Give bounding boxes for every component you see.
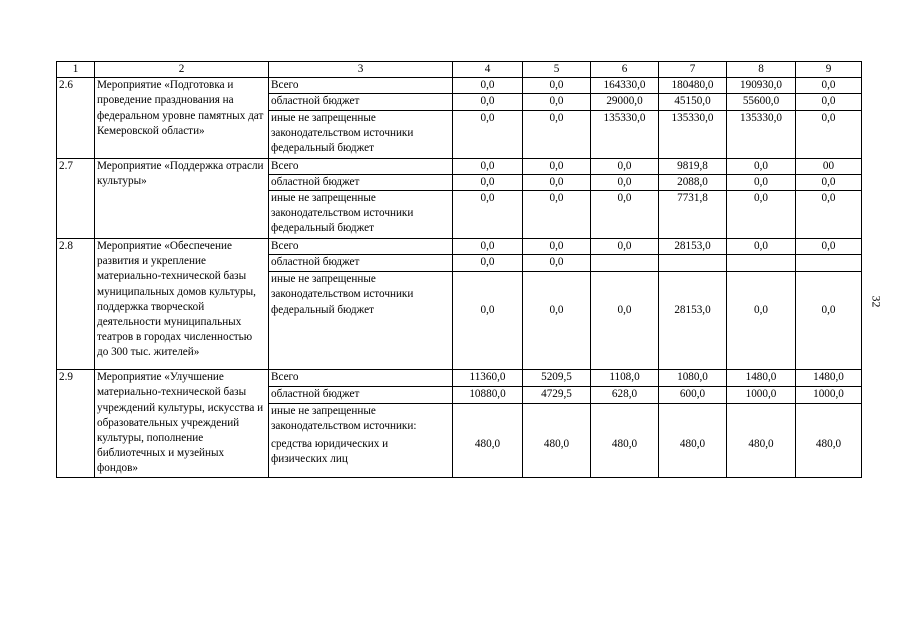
header-cell: 3 <box>269 62 453 78</box>
value-cell: 0,0 <box>453 239 523 255</box>
value-cell: 600,0 <box>659 387 727 404</box>
value-cell: 0,0 <box>796 239 862 255</box>
value-cell: 0,0 <box>591 158 659 174</box>
value-cell: 0,0 <box>523 174 591 190</box>
value-cell: 0,0 <box>796 191 862 239</box>
value-cell: 1108,0 <box>591 370 659 387</box>
value-cell: 5209,5 <box>523 370 591 387</box>
value-cell: 1480,0 <box>727 370 796 387</box>
value-cell <box>591 404 659 438</box>
source-label: иные не запрещенные законодательством источники федеральный бюджет <box>269 191 453 239</box>
value-cell: 135330,0 <box>727 110 796 158</box>
value-cell: 0,0 <box>727 239 796 255</box>
value-cell: 628,0 <box>591 387 659 404</box>
value-cell: 0,0 <box>453 191 523 239</box>
value-cell: 480,0 <box>659 437 727 477</box>
source-label: иные не запрещенные законодательством источники федеральный бюджет <box>269 110 453 158</box>
value-cell: 29000,0 <box>591 94 659 110</box>
value-cell: 45150,0 <box>659 94 727 110</box>
value-cell: 1080,0 <box>659 370 727 387</box>
budget-table <box>56 61 862 478</box>
value-cell <box>796 255 862 272</box>
table-row <box>57 239 862 255</box>
value-cell: 0,0 <box>523 191 591 239</box>
value-cell <box>727 255 796 272</box>
value-cell: 0,0 <box>727 174 796 190</box>
value-cell: 1000,0 <box>727 387 796 404</box>
value-cell: 135330,0 <box>659 110 727 158</box>
value-cell: 10880,0 <box>453 387 523 404</box>
value-cell: 0,0 <box>796 272 862 370</box>
value-cell: 180480,0 <box>659 78 727 94</box>
value-cell: 190930,0 <box>727 78 796 94</box>
value-cell: 0,0 <box>453 272 523 370</box>
value-cell <box>453 404 523 438</box>
value-cell: 0,0 <box>523 255 591 272</box>
item-number: 2.8 <box>57 239 95 370</box>
value-cell: 1480,0 <box>796 370 862 387</box>
value-cell: 2088,0 <box>659 174 727 190</box>
value-cell: 0,0 <box>523 78 591 94</box>
value-cell: 0,0 <box>523 239 591 255</box>
value-cell: 0,0 <box>796 78 862 94</box>
header-cell: 2 <box>95 62 269 78</box>
value-cell: 480,0 <box>727 437 796 477</box>
value-cell <box>659 255 727 272</box>
value-cell <box>659 404 727 438</box>
value-cell: 480,0 <box>796 437 862 477</box>
value-cell: 28153,0 <box>659 272 727 370</box>
value-cell: 480,0 <box>591 437 659 477</box>
header-cell: 6 <box>591 62 659 78</box>
value-cell: 480,0 <box>523 437 591 477</box>
value-cell: 4729,5 <box>523 387 591 404</box>
value-cell: 0,0 <box>727 272 796 370</box>
header-cell: 4 <box>453 62 523 78</box>
value-cell: 0,0 <box>591 272 659 370</box>
value-cell: 00 <box>796 158 862 174</box>
header-cell: 7 <box>659 62 727 78</box>
value-cell: 0,0 <box>453 158 523 174</box>
table-row <box>57 78 862 94</box>
value-cell: 0,0 <box>523 272 591 370</box>
source-label: средства юридических и физических лиц <box>269 437 453 477</box>
item-number: 2.9 <box>57 370 95 477</box>
value-cell: 28153,0 <box>659 239 727 255</box>
value-cell: 480,0 <box>453 437 523 477</box>
table-row <box>57 158 862 174</box>
value-cell: 1000,0 <box>796 387 862 404</box>
source-label: Всего <box>269 239 453 255</box>
value-cell: 0,0 <box>453 78 523 94</box>
table-row <box>57 370 862 387</box>
value-cell: 0,0 <box>796 94 862 110</box>
header-cell: 5 <box>523 62 591 78</box>
value-cell: 0,0 <box>727 191 796 239</box>
value-cell: 0,0 <box>591 239 659 255</box>
value-cell: 55600,0 <box>727 94 796 110</box>
item-number: 2.7 <box>57 158 95 238</box>
value-cell <box>727 404 796 438</box>
source-label: иные не запрещенные законодательством источники: <box>269 404 453 438</box>
header-cell: 1 <box>57 62 95 78</box>
value-cell <box>591 255 659 272</box>
value-cell: 9819,8 <box>659 158 727 174</box>
value-cell: 164330,0 <box>591 78 659 94</box>
measure-title: Мероприятие «Обеспечение развития и укрепление материально-технической базы муниципальных домов культуры, поддержка творческой деятельности муниципальных театров в городах численностью до 300 тыс. жителей» <box>95 239 269 370</box>
value-cell: 0,0 <box>591 191 659 239</box>
value-cell <box>523 404 591 438</box>
measure-title: Мероприятие «Подготовка и проведение празднования на федеральном уровне памятных дат Кемеровской области» <box>95 78 269 158</box>
value-cell: 0,0 <box>591 174 659 190</box>
source-label: иные не запрещенные законодательством источники федеральный бюджет <box>269 272 453 370</box>
value-cell: 0,0 <box>453 174 523 190</box>
value-cell: 0,0 <box>727 158 796 174</box>
header-row <box>57 62 862 78</box>
source-label: областной бюджет <box>269 255 453 272</box>
source-label: Всего <box>269 78 453 94</box>
value-cell: 0,0 <box>796 110 862 158</box>
source-label: областной бюджет <box>269 94 453 110</box>
header-cell: 9 <box>796 62 862 78</box>
source-label: областной бюджет <box>269 387 453 404</box>
measure-title: Мероприятие «Поддержка отрасли культуры» <box>95 158 269 238</box>
source-label: Всего <box>269 158 453 174</box>
value-cell: 11360,0 <box>453 370 523 387</box>
value-cell: 0,0 <box>453 255 523 272</box>
value-cell: 0,0 <box>453 110 523 158</box>
page-number: 32 <box>869 295 884 308</box>
value-cell: 7731,8 <box>659 191 727 239</box>
value-cell: 0,0 <box>523 158 591 174</box>
value-cell: 0,0 <box>523 110 591 158</box>
value-cell: 135330,0 <box>591 110 659 158</box>
header-cell: 8 <box>727 62 796 78</box>
item-number: 2.6 <box>57 78 95 158</box>
source-label: Всего <box>269 370 453 387</box>
value-cell: 0,0 <box>796 174 862 190</box>
source-label: областной бюджет <box>269 174 453 190</box>
measure-title: Мероприятие «Улучшение материально-технической базы учреждений культуры, искусства и образовательных учреждений культуры, пополнение библиотечных и музейных фондов» <box>95 370 269 477</box>
value-cell: 0,0 <box>453 94 523 110</box>
value-cell: 0,0 <box>523 94 591 110</box>
value-cell <box>796 404 862 438</box>
